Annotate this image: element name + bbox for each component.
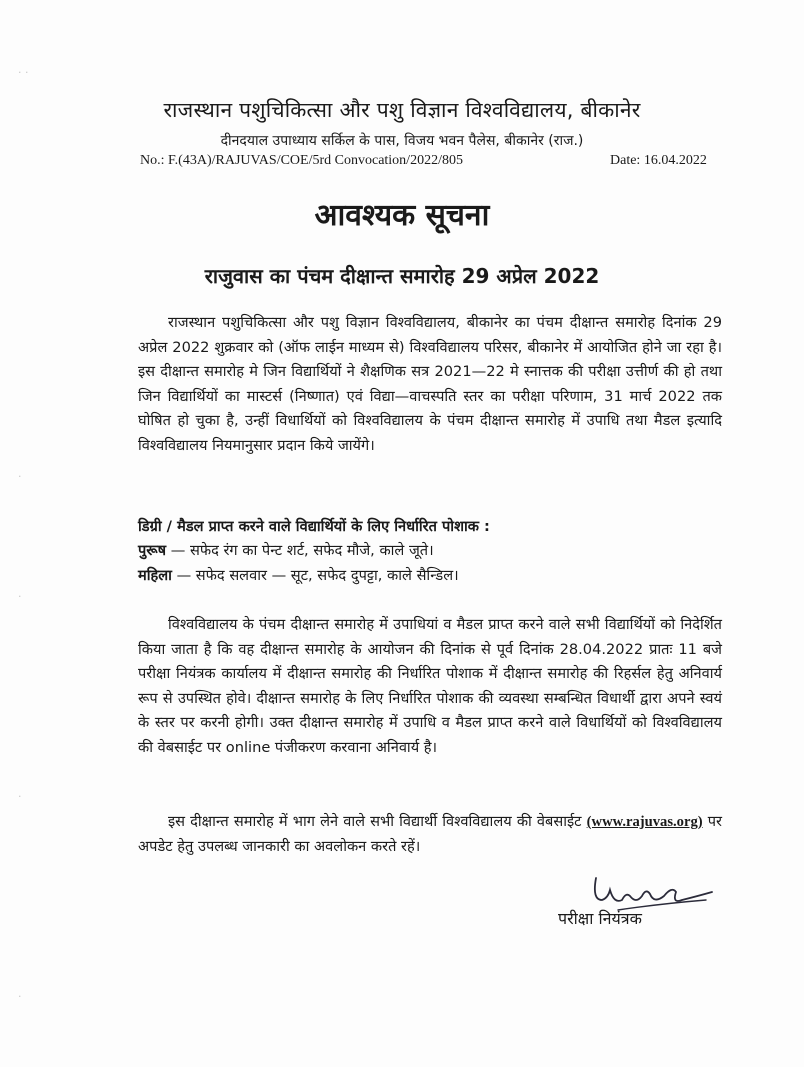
male-label: पुरूष [138,542,167,559]
notice-subtitle: राजुवास का पंचम दीक्षान्त समारोह 29 अप्रेल 2022 [204,264,600,288]
margin-speck: · [18,790,22,803]
paragraph-website-updates [138,810,722,859]
university-name: राजस्थान पशुचिकित्सा और पशु विज्ञान विश्वविद्यालय, बीकानेर [163,98,641,122]
reference-number: No.: F.(43A)/RAJUVAS/COE/5rd Convocation/2022/805 [140,153,463,168]
website-link[interactable]: (www.rajuvas.org) [586,814,703,830]
margin-speck: · [18,470,22,483]
website-text-before: इस दीक्षान्त समारोह में भाग लेने वाले सभी विद्यार्थी विश्वविद्यालय की वेबसाईट [168,813,587,830]
dress-code-male [138,539,738,564]
dress-code-heading: डिग्री / मैडल प्राप्त करने वाले विद्यार्थियों के लिए निर्धारित पोशाक : [138,518,490,535]
margin-speck: · [18,590,22,603]
notice-date: Date: 16.04.2022 [610,153,707,168]
signatory-designation: परीक्षा नियंत्रक [558,909,642,928]
paragraph-convocation-details: राजस्थान पशुचिकित्सा और पशु विज्ञान विश्वविद्यालय, बीकानेर का पंचम दीक्षान्त समारोह दिनांक 29 अप्रेल 2022 शुक्रवार को (ऑफ लाईन माध्यम से) विश्वविद्यालय परिसर, बीकानेर में आयोजित होने जा रहा है। इस दीक्षान्त समारोह मे जिन विद्यार्थियों ने शैक्षणिक सत्र 2021—22 मे स्नात्तक की परीक्षा उत्तीर्ण की हो तथा जिन विद्यार्थियों का मास्टर्स (निष्णात) एवं विद्या—वाचस्पति स्तर का परीक्षा परिणाम, 31 मार्च 2022 तक घोषित हो चुका है, उन्हीं विधार्थियों को विश्वविद्यालय के पंचम दीक्षान्त समारोह में उपाधि तथा मैडल इत्यादि विश्वविद्यालय नियमानुसार प्रदान किये जायेंगे। [138,314,722,454]
female-label: महिला [138,567,172,584]
margin-speck: · · [18,66,29,79]
male-dress-text: — सफेद रंग का पेन्ट शर्ट, सफेद मौजे, काले जूते। [166,542,434,559]
university-address: दीनदयाल उपाध्याय सर्किल के पास, विजय भवन पैलेस, बीकानेर (राज.) [220,133,584,149]
dress-code-female [138,564,738,589]
female-dress-text: — सफेद सलवार — सूट, सफेद दुपट्टा, काले सैन्डिल। [171,567,459,584]
website-text-after: पर अपडेट हेतु उपलब्ध जानकारी का अवलोकन करते रहें। [138,813,722,855]
margin-speck: · [18,990,22,1003]
notice-title: आवश्यक सूचना [314,198,490,233]
paragraph-rehearsal-instructions: विश्वविद्यालय के पंचम दीक्षान्त समारोह में उपाधियां व मैडल प्राप्त करने वाले सभी विद्यार्थियों को निदेर्शित किया जाता है कि वह दीक्षान्त समारोह के आयोजन की दिनांक से पूर्व दिनांक 28.04.2022 प्रातः 11 बजे परीक्षा नियंत्रक कार्यालय में दीक्षान्त समारोह की निर्धारित पोशाक में दीक्षान्त समारोह की रिहर्सल हेतु अनिवार्य रूप से उपस्थित होवे। दीक्षान्त समारोह के लिए निर्धारित पोशाक की व्यवस्था सम्बन्धित विधार्थी द्वारा अपने स्वयं के स्तर पर करनी होगी। उक्त दीक्षान्त समारोह में उपाधि व मैडल प्राप्त करने वाले विधार्थियों को विश्वविद्यालय की वेबसाईट पर online पंजीकरण करवाना अनिवार्य है। [138,616,722,756]
